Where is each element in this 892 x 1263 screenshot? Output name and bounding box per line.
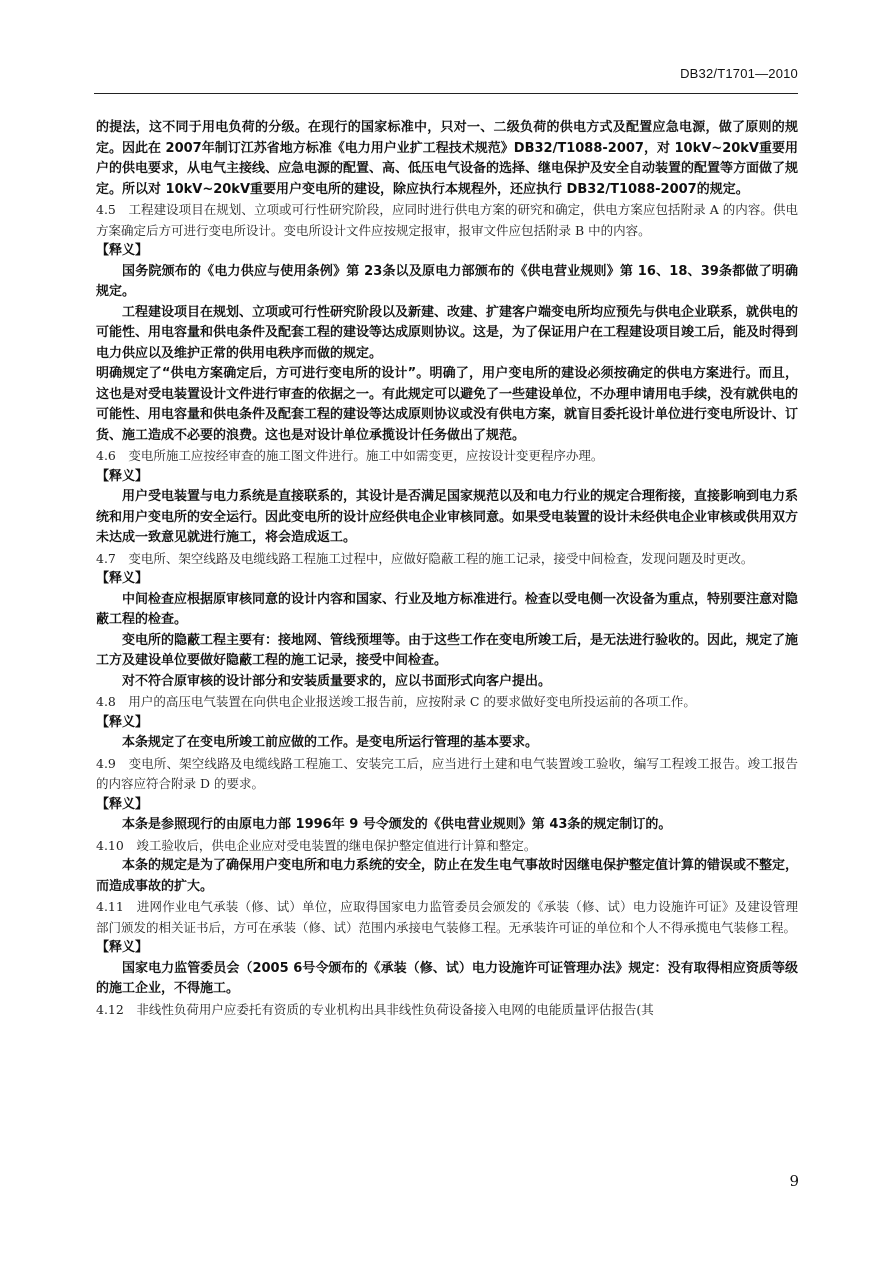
clause-4-6: 4.6 变电所施工应按经审查的施工图文件进行。施工中如需变更，应按设计变更程序办理。 [96,448,604,463]
clause-4-10: 4.10 竣工验收后，供电企业应对受电装置的继电保护整定值进行计算和整定。 [96,837,537,853]
interpretation-4-5-b: 工程建设项目在规划、立项或可行性研究阶段以及新建、改建、扩建客户端变电所均应预先与供电企业联系，就供电的可能性、用电容量和供电条件及配套工程的建设等达成原则协议。这是，为了保证用户在工程建设项目竣工后，能及时得到电力供应以及维护正常的供用电秩序而做的规定。 [96,304,799,361]
interpretation-label: 【释义】 [96,571,149,586]
paragraph-continued: 的提法，这不同于用电负荷的分级。在现行的国家标准中，只对一、二级负荷的供电方式及配置应急电源，做了原则的规定。因此在 2007年制订江苏省地方标准《电力用户业扩工程技术规范》DB32/T1088-2007，对 10kV~20kV重要用户的供电要求，从电气主接线、应急电源的配置、高、低压电气设备的选择、继电保护及安全自动装置的配置等方面做了规定。所以对 10kV~20kV重要用户变电所的建设，除应执行本规程外，还应执行 DB32/T1088-2007的规定。 [96,120,799,197]
page-number: 9 [789,1172,799,1190]
interpretation-4-8: 本条规定了在变电所竣工前应做的工作。是变电所运行管理的基本要求。 [122,735,539,750]
header-rule [94,93,798,94]
clause-4-11: 4.11 进网作业电气承装（修、试）单位，应取得国家电力监管委员会颁发的《承装（修、试）电力设施许可证》及建设管理部门颁发的相关证书后，方可在承装（修、试）范围内承接电气装修工程。无承装许可证的单位和个人不得承揽电气装修工程。 [96,899,798,935]
interpretation-label: 【释义】 [96,468,149,484]
interpretation-4-9: 本条是参照现行的由原电力部 1996年 9 号令颁发的《供电营业规则》第 43条的规定制订的。 [122,817,672,832]
interpretation-label: 【释义】 [96,714,149,730]
clause-4-8: 4.8 用户的高压电气装置在向供电企业报送竣工报告前，应按附录 C 的要求做好变电所投运前的各项工作。 [96,694,696,709]
interpretation-4-5-c: 明确规定了“供电方案确定后，方可进行变电所的设计”。明确了，用户变电所的建设必须按确定的供电方案进行。而且，这也是对受电装置设计文件进行审查的依据之一。有此规定可以避免了一些建设单位，不办理申请用电手续，没有就供电的可能性、用电容量和供电条件及配套工程的建设等达成原则协议或没有供电方案，就盲目委托设计单位进行变电所设计、订货、施工造成不必要的浪费。这也是对设计单位承揽设计任务做出了规范。 [96,366,799,443]
clause-4-9: 4.9 变电所、架空线路及电缆线路工程施工、安装完工后，应当进行土建和电气装置竣工验收，编写工程竣工报告。竣工报告的内容应符合附录 D 的要求。 [96,755,798,791]
interpretation-4-10: 本条的规定是为了确保用户变电所和电力系统的安全，防止在发生电气事故时因继电保护整定值计算的错误或不整定，而造成事故的扩大。 [96,858,799,894]
interpretation-label: 【释义】 [96,796,149,812]
document-code: DB32/T1701—2010 [680,66,798,81]
interpretation-4-6: 用户受电装置与电力系统是直接联系的，其设计是否满足国家规范以及和电力行业的规定合理衔接，直接影响到电力系统和用户变电所的安全运行。因此变电所的设计应经供电企业审核同意。如果受电装置的设计未经供电企业审核或供用双方未达成一致意见就进行施工，将会造成返工。 [96,489,799,545]
interpretation-4-7-b: 变电所的隐蔽工程主要有：接地网、管线预埋等。由于这些工作在变电所竣工后，是无法进行验收的。因此，规定了施工方及建设单位要做好隐蔽工程的施工记录，接受中间检查。 [96,632,799,668]
interpretation-label: 【释义】 [96,940,149,955]
interpretation-4-7-c: 对不符合原审核的设计部分和安装质量要求的，应以书面形式向客户提出。 [122,673,552,689]
interpretation-label: 【释义】 [96,243,149,258]
clause-4-12: 4.12 非线性负荷用户应委托有资质的专业机构出具非线性负荷设备接入电网的电能质量评估报告(其 [96,1001,654,1017]
interpretation-4-5-a: 国务院颁布的《电力供应与使用条例》第 23条以及原电力部颁布的《供电营业规则》第 16、18、39条都做了明确规定。 [96,263,798,299]
interpretation-4-7-a: 中间检查应根据原审核同意的设计内容和国家、行业及地方标准进行。检查以受电侧一次设备为重点，特别要注意对隐蔽工程的检查。 [96,591,799,627]
clause-4-7: 4.7 变电所、架空线路及电缆线路工程施工过程中，应做好隐蔽工程的施工记录，接受中间检查，发现问题及时更改。 [96,550,754,566]
page-body [96,118,798,1020]
interpretation-4-11: 国家电力监管委员会（2005 6号令颁布的《承装（修、试）电力设施许可证管理办法》规定：没有取得相应资质等级的施工企业，不得施工。 [96,960,798,996]
clause-4-5: 4.5 工程建设项目在规划、立项或可行性研究阶段，应同时进行供电方案的研究和确定，供电方案应包括附录 A 的内容。供电方案确定后方可进行变电所设计。变电所设计文件应按规定报审，报审文件应包括附录 B 中的内容。 [96,202,798,238]
